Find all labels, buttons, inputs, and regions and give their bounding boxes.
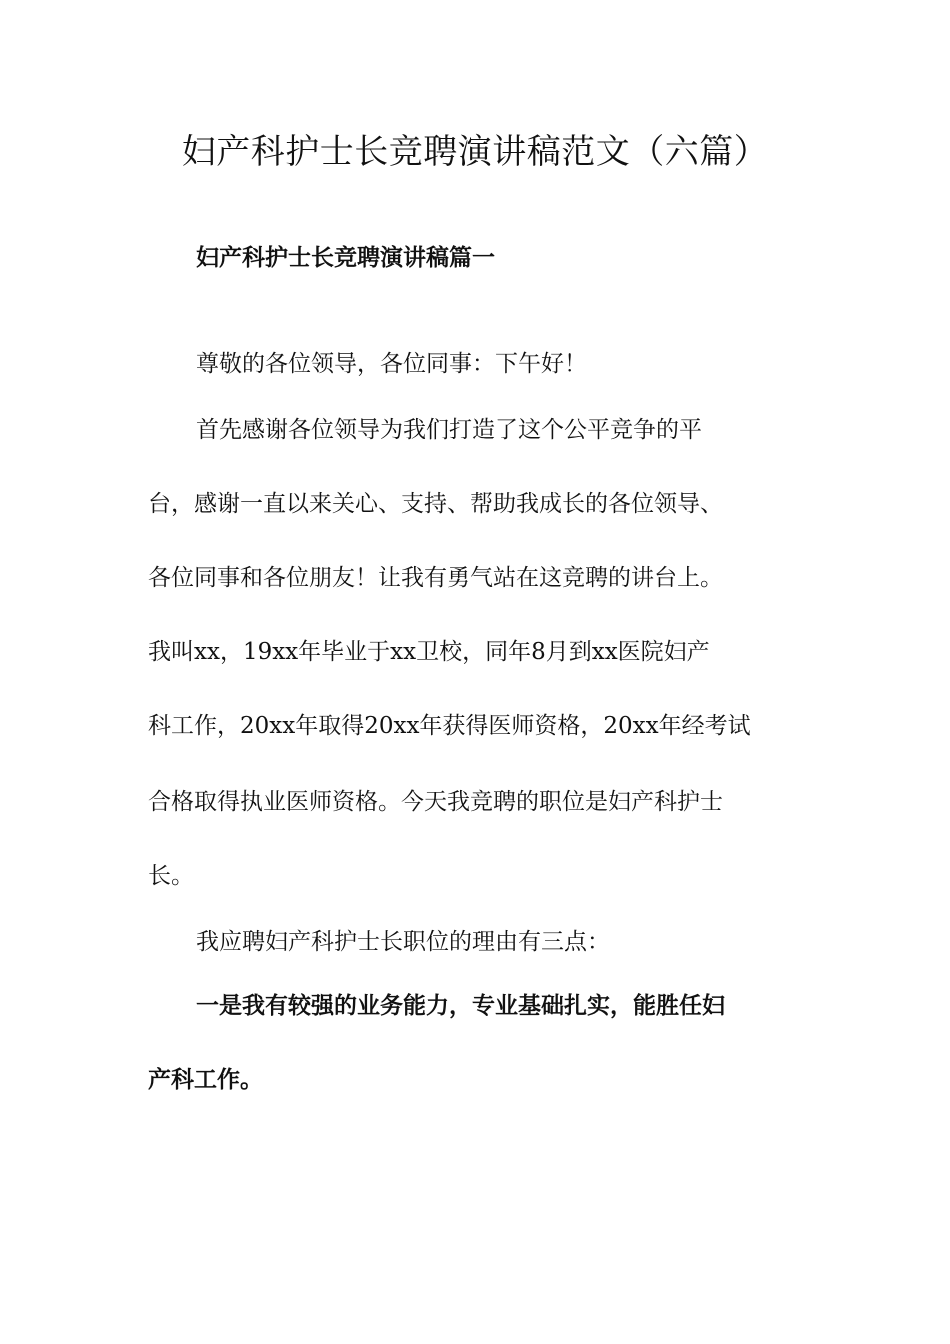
paragraph-line: 首先感谢各位领导为我们打造了这个公平竞争的平 — [196, 417, 702, 443]
bold-paragraph-line: 产科工作。 — [148, 1066, 263, 1093]
paragraph-line: 长。 — [148, 863, 194, 889]
section-heading: 妇产科护士长竞聘演讲稿篇一 — [196, 244, 495, 271]
paragraph-line: 科工作，20xx年取得20xx年获得医师资格，20xx年经考试 — [148, 713, 751, 739]
paragraph-line: 各位同事和各位朋友！让我有勇气站在这竞聘的讲台上。 — [148, 565, 723, 591]
paragraph-line: 合格取得执业医师资格。今天我竞聘的职位是妇产科护士 — [148, 789, 723, 815]
paragraph-line: 我叫xx，19xx年毕业于xx卫校，同年8月到xx医院妇产 — [148, 639, 710, 665]
paragraph-line: 我应聘妇产科护士长职位的理由有三点： — [196, 929, 610, 955]
bold-paragraph-line: 一是我有较强的业务能力，专业基础扎实，能胜任妇 — [196, 992, 725, 1019]
greeting-line: 尊敬的各位领导，各位同事：下午好！ — [196, 351, 587, 377]
document-title: 妇产科护士长竞聘演讲稿范文（六篇） — [181, 132, 769, 172]
paragraph-line: 台，感谢一直以来关心、支持、帮助我成长的各位领导、 — [148, 491, 723, 517]
